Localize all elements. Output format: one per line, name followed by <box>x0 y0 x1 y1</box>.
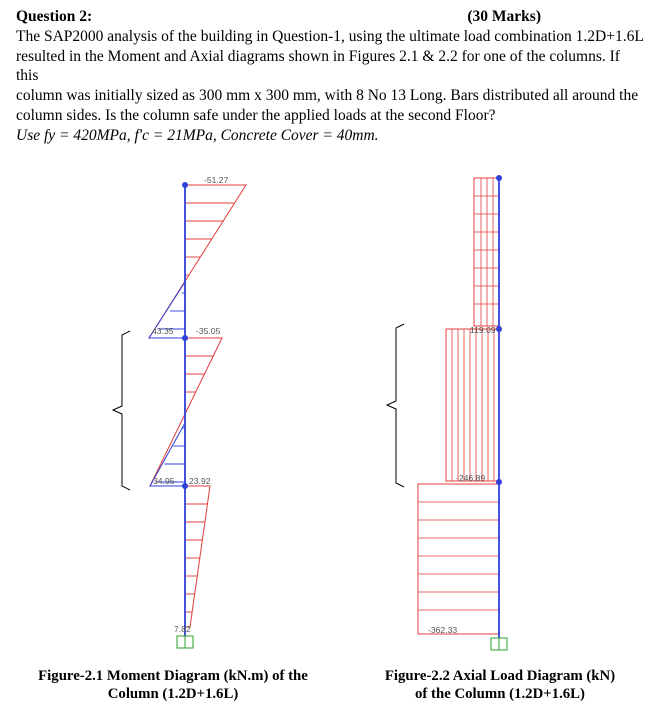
moment-figure-caption <box>28 667 318 703</box>
moment-outline-lower <box>185 486 210 627</box>
axial-label: 119.09 <box>470 325 496 335</box>
moment-node-low <box>182 483 188 489</box>
axial-brace <box>387 324 404 487</box>
moment-hatch-red <box>185 203 235 612</box>
moment-label: 23.92 <box>189 476 211 486</box>
moment-label: -35.05 <box>196 326 221 336</box>
moment-brace <box>113 331 130 490</box>
moment-diagram <box>113 175 246 648</box>
axial-node-low <box>496 479 502 485</box>
moment-label: 34.95 <box>153 476 175 486</box>
axial-node-mid <box>496 326 502 332</box>
moment-label: 43.35 <box>152 326 174 336</box>
axial-hatch-upper <box>474 178 499 326</box>
caption-line: Column (1.2D+1.6L) <box>107 686 239 702</box>
axial-hatch-middle <box>452 329 494 481</box>
axial-block-middle <box>446 329 499 481</box>
question-line: column sides. Is the column safe under the applied loads at the second Floor? <box>16 106 496 124</box>
question-title: Question 2: <box>16 8 93 25</box>
given-values: Use fy = 420MPa, f'c = 21MPa, Concrete Cover = 40mm. <box>16 126 379 144</box>
axial-node-top <box>496 175 502 181</box>
question-line: The SAP2000 analysis of the building in Question-1, using the ultimate load combination 1.2D+1.6L <box>16 28 644 45</box>
axial-figure-caption <box>355 667 645 703</box>
axial-label: -246.89 <box>456 473 486 483</box>
moment-node-mid <box>182 335 188 341</box>
axial-block-lower <box>418 484 499 634</box>
question-line: column was initially sized as 300 mm x 300 mm, with 8 No 13 Long. Bars distributed all around the <box>16 87 639 105</box>
question-line: resulted in the Moment and Axial diagrams shown in Figures 2.1 & 2.2 for one of the columns. If this <box>16 47 620 85</box>
moment-label: 7.82 <box>174 624 191 634</box>
question-marks: (30 Marks) <box>467 8 541 25</box>
moment-node-top <box>182 182 188 188</box>
axial-label: -362.33 <box>428 625 458 635</box>
axial-hatch-lower <box>418 502 499 610</box>
moment-hatch-blue <box>149 282 185 486</box>
caption-line: Figure-2.2 Axial Load Diagram (kN) <box>384 668 616 684</box>
moment-label: -51.27 <box>204 175 229 185</box>
caption-line: of the Column (1.2D+1.6L) <box>415 686 585 702</box>
caption-line: Figure-2.1 Moment Diagram (kN.m) of the <box>38 668 308 684</box>
axial-diagram <box>387 175 507 650</box>
moment-outline-middle <box>150 338 222 486</box>
